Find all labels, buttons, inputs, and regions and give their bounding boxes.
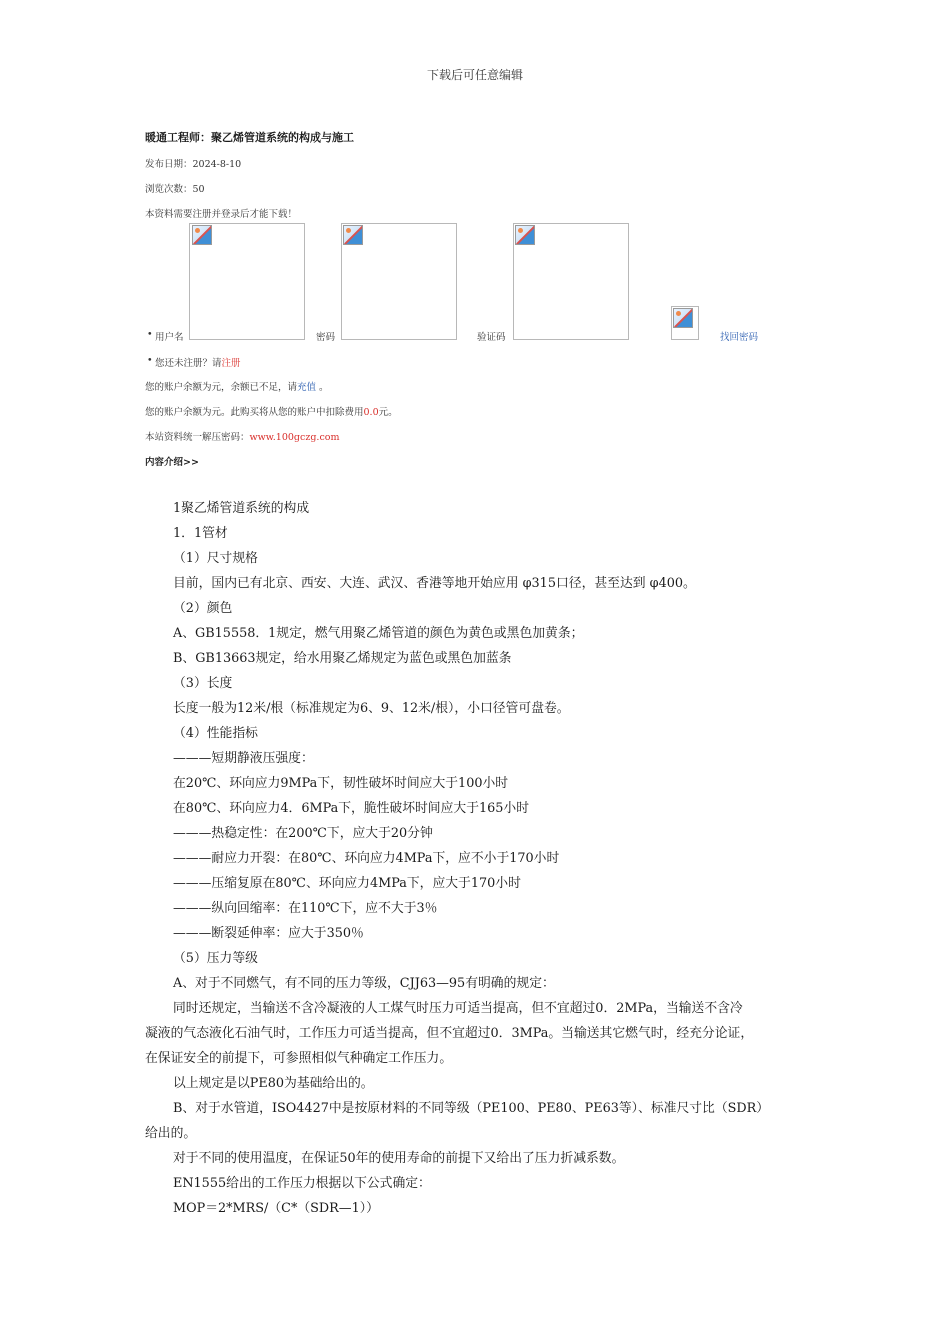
paragraph-line: ———纵向回缩率：在110℃下，应不大于3％ <box>173 901 438 916</box>
download-note: 下载后可任意编辑 <box>426 68 523 82</box>
item-heading: （4）性能指标 <box>173 726 258 741</box>
item-heading: （2）颜色 <box>173 601 233 616</box>
paragraph-line: 目前，国内已有北京、西安、大连、武汉、香港等地开始应用 φ315口径，甚至达到 φ400。 <box>173 576 696 591</box>
forgot-password-link[interactable]: 找回密码 <box>720 332 759 343</box>
formula-line: MOP＝2*MRS/（C*（SDR—1）） <box>173 1201 379 1216</box>
paragraph-line: 长度一般为12米/根（标准规定为6、9、12米/根），小口径管可盘卷。 <box>173 701 570 716</box>
broken-image-icon <box>343 225 363 245</box>
login-notice: 本资料需要注册并登录后才能下载！ <box>145 209 298 220</box>
paragraph-line: EN1555给出的工作压力根据以下公式确定： <box>173 1176 431 1191</box>
paragraph-line: A、GB15558．1规定，燃气用聚乙烯管道的颜色为黄色或黑色加黄条； <box>173 626 584 641</box>
paragraph-line: ———压缩复原在80℃、环向应力4MPa下，应大于170小时 <box>173 876 521 891</box>
item-heading: （3）长度 <box>173 676 233 691</box>
paragraph-line: B、对于水管道，ISO4427中是按原材料的不同等级（PE100、PE80、PE63等）、标准尺寸比（SDR） <box>173 1101 770 1116</box>
register-link[interactable]: 注册 <box>221 358 241 369</box>
charge-amount: 0.0 <box>363 407 379 418</box>
paragraph-line: 在保证安全的前提下，可参照相似气种确定工作压力。 <box>145 1051 453 1066</box>
broken-image-icon <box>673 308 693 328</box>
balance-line <box>145 379 329 393</box>
username-label: 用户名 <box>155 332 184 343</box>
publish-date: 发布日期：2024-8-10 <box>145 159 242 170</box>
broken-image-icon <box>192 225 212 245</box>
bullet: • <box>147 329 153 340</box>
balance-text: 您的账户余额为元，余额已不足，请 <box>145 382 298 393</box>
charge-line <box>145 404 398 418</box>
broken-image-icon <box>515 225 535 245</box>
balance-suffix: 。 <box>316 382 329 393</box>
paragraph-line: 凝液的气态液化石油气时，工作压力可适当提高，但不宜超过0．3MPa。当输送其它燃气时，经充分论证， <box>145 1026 754 1041</box>
section-heading: 1聚乙烯管道系统的构成 <box>173 501 310 516</box>
paragraph-line: 以上规定是以PE80为基础给出的。 <box>173 1076 374 1091</box>
paragraph-line: 同时还规定，当输送不含冷凝液的人工煤气时压力可适当提高，但不宜超过0．2MPa，当输送不含冷 <box>173 1001 743 1016</box>
charge-text: 您的账户余额为元。此购买将从您的账户中扣除费用 <box>145 407 364 418</box>
subsection-heading: 1．1管材 <box>173 526 228 541</box>
paragraph-line: 在80℃、环向应力4．6MPa下，脆性破坏时间应大于165小时 <box>173 801 530 816</box>
register-prompt <box>155 355 241 369</box>
unzip-password-line <box>145 429 340 443</box>
paragraph-line: 在20℃、环向应力9MPa下，韧性破坏时间应大于100小时 <box>173 776 509 791</box>
intro-heading: 内容介绍>> <box>145 457 199 468</box>
view-count: 浏览次数：50 <box>145 184 205 195</box>
item-heading: （1）尺寸规格 <box>173 551 258 566</box>
paragraph-line: 给出的。 <box>145 1126 197 1141</box>
article-title: 暖通工程师：聚乙烯管道系统的构成与施工 <box>145 131 354 144</box>
paragraph-line: ———耐应力开裂：在80℃、环向应力4MPa下，应不小于170小时 <box>173 851 560 866</box>
paragraph-line: ———短期静液压强度： <box>173 751 314 766</box>
password-label: 密码 <box>316 332 336 343</box>
item-heading: （5）压力等级 <box>173 951 258 966</box>
unzip-label: 本站资料统一解压密码： <box>145 432 250 443</box>
bullet: • <box>147 355 153 366</box>
paragraph-line: A、对于不同燃气，有不同的压力等级，CJJ63—95有明确的规定： <box>173 976 555 991</box>
paragraph-line: 对于不同的使用温度，在保证50年的使用寿命的前提下又给出了压力折减系数。 <box>173 1151 625 1166</box>
paragraph-line: ———断裂延伸率：应大于350％ <box>173 926 364 941</box>
unzip-password-link[interactable]: www.100gczg.com <box>249 432 340 443</box>
register-prompt-text: 您还未注册？请 <box>155 358 222 369</box>
paragraph-line: B、GB13663规定，给水用聚乙烯规定为蓝色或黑色加蓝条 <box>173 651 512 666</box>
charge-suffix: 元。 <box>378 407 398 418</box>
captcha-label: 验证码 <box>477 332 506 343</box>
recharge-link[interactable]: 充值 <box>297 382 317 393</box>
paragraph-line: ———热稳定性：在200℃下，应大于20分钟 <box>173 826 433 841</box>
